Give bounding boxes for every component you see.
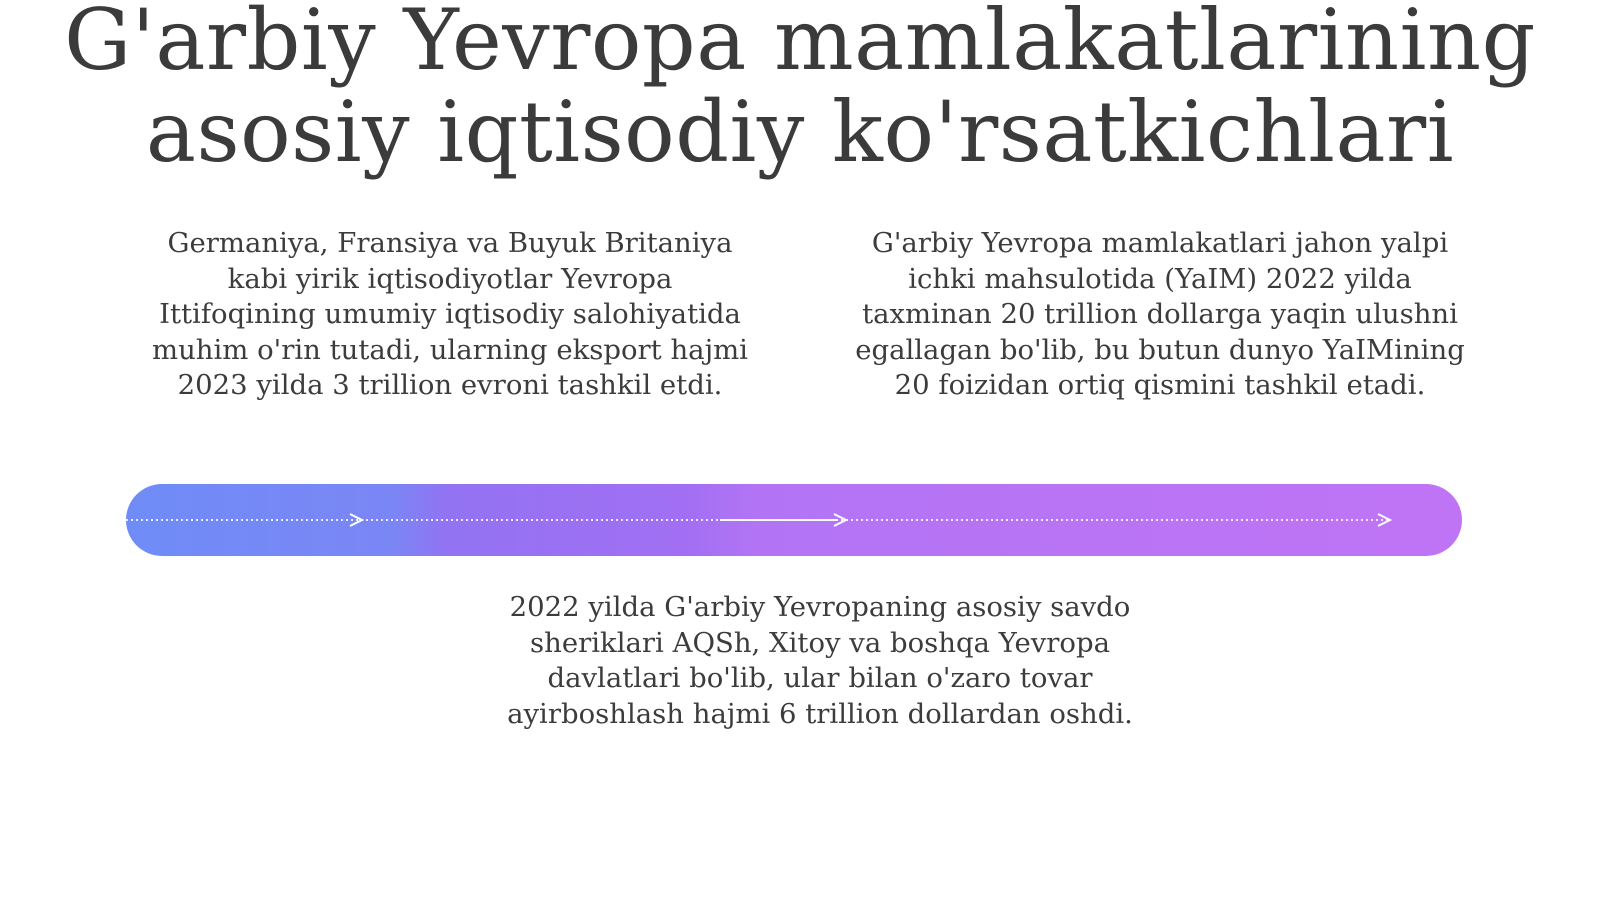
page-title: G'arbiy Yevropa mamlakatlarining asosiy iqtisodiy ko'rsatkichlari: [64, 0, 1536, 181]
timeline-bar: [126, 484, 1462, 556]
timeline-graphic: [126, 484, 1462, 556]
fact-text-left: Germaniya, Fransiya va Buyuk Britaniya kabi yirik iqtisodiyotlar Yevropa Ittifoqining umumiy iqtisodiy salohiyatida muhim o'rin tutadi, ularning eksport hajmi 2023 yilda 3 trillion evroni tashkil etdi.: [152, 227, 748, 401]
fact-text-right: G'arbiy Yevropa mamlakatlari jahon yalpi ichki mahsulotida (YaIM) 2022 yilda taxminan 20 trillion dollarga yaqin ulushni egallagan bo'lib, bu butun dunyo YaIMining 20 foizidan ortiq qismini tashkil etadi.: [855, 227, 1465, 401]
fact-text-bottom: 2022 yilda G'arbiy Yevropaning asosiy savdo sheriklari AQSh, Xitoy va boshqa Yevropa davlatlari bo'lib, ular bilan o'zaro tovar ayirboshlash hajmi 6 trillion dollardan oshdi.: [507, 591, 1133, 730]
